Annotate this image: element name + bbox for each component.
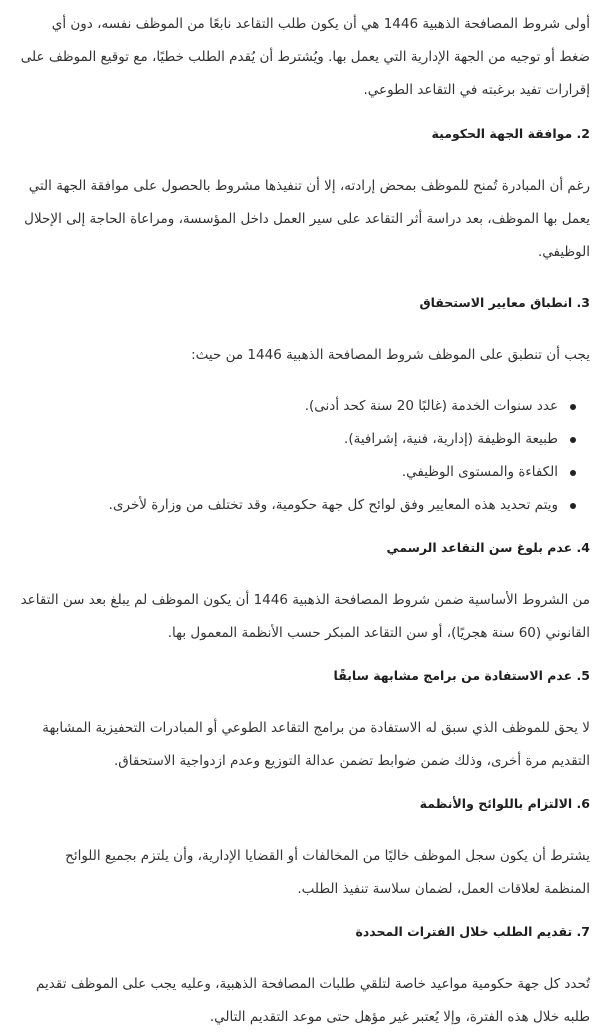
eligibility-criteria-list — [19, 390, 590, 522]
bullet-icon — [570, 503, 576, 509]
section-heading-approval: 2. موافقة الجهة الحكومية — [431, 126, 590, 141]
section-body-retirement-age: من الشروط الأساسية ضمن شروط المصافحة الذهبية 1446 أن يكون الموظف لم يبلغ بعد سن التقاعد القانوني (60 سنة هجريًا)، أو سن التقاعد المبكر حسب الأنظمة المعمول بها. — [20, 592, 590, 641]
section-heading-regulations: 6. الالتزام باللوائح والأنظمة — [419, 796, 590, 811]
bullet-icon — [570, 404, 576, 410]
list-item — [19, 390, 576, 423]
list-item-text: ويتم تحديد هذه المعايير وفق لوائح كل جهة حكومية، وقد تختلف من وزارة لأخرى. — [108, 497, 558, 513]
list-item — [19, 489, 576, 522]
section-body-approval: رغم أن المبادرة تُمنح للموظف بمحض إرادته، إلا أن تنفيذها مشروط بالحصول على موافقة الجهة التي يعمل بها الموظف، بعد دراسة أثر التقاعد على سير العمل داخل المؤسسة، ومراعاة الحاجة إلى الإحلال الوظيفي. — [24, 178, 590, 260]
section-body-application-period: تُحدد كل جهة حكومية مواعيد خاصة لتلقي طلبات المصافحة الذهبية، وعليه يجب على الموظف تقديم طلبه خلال هذه الفترة، وإلا يُعتبر غير مؤهل حتى موعد التقديم التالي. — [36, 976, 590, 1025]
section-body-regulations: يشترط أن يكون سجل الموظف خاليًا من المخالفات أو القضايا الإدارية، وأن يلتزم بجميع اللوائح المنظمة لعلاقات العمل، لضمان سلاسة تنفيذ الطلب. — [65, 848, 590, 897]
section-heading-application-period: 7. تقديم الطلب خلال الفترات المحددة — [355, 924, 590, 939]
section-body-eligibility: يجب أن تنطبق على الموظف شروط المصافحة الذهبية 1446 من حيث: — [191, 347, 590, 363]
section-heading-eligibility: 3. انطباق معايير الاستحقاق — [419, 295, 590, 310]
section-heading-prior-programs: 5. عدم الاستفادة من برامج مشابهة سابقًا — [333, 668, 590, 683]
section-heading-retirement-age: 4. عدم بلوغ سن التقاعد الرسمي — [386, 540, 590, 555]
intro-paragraph: أولى شروط المصافحة الذهبية 1446 هي أن يكون طلب التقاعد نابعًا من الموظف نفسه، دون أي ضغط أو توجيه من الجهة الإدارية التي يعمل بها. ويُشترط أن يُقدم الطلب خطيًا، مع توقيع الموظف على إقرارات تفيد برغبته في التقاعد الطوعي. — [20, 16, 590, 98]
bullet-icon — [570, 437, 576, 443]
list-item-text: طبيعة الوظيفة (إدارية، فنية، إشرافية). — [344, 431, 558, 447]
section-body-prior-programs: لا يحق للموظف الذي سبق له الاستفادة من برامج التقاعد الطوعي أو المبادرات التحفيزية المشابهة التقديم مرة أخرى، وذلك ضمن ضوابط تضمن عدالة التوزيع وعدم ازدواجية الاستحقاق. — [42, 720, 590, 769]
list-item-text: عدد سنوات الخدمة (غالبًا 20 سنة كحد أدنى). — [304, 398, 558, 414]
bullet-icon — [570, 470, 576, 476]
list-item — [19, 423, 576, 456]
list-item — [19, 456, 576, 489]
list-item-text: الكفاءة والمستوى الوظيفي. — [401, 464, 558, 480]
